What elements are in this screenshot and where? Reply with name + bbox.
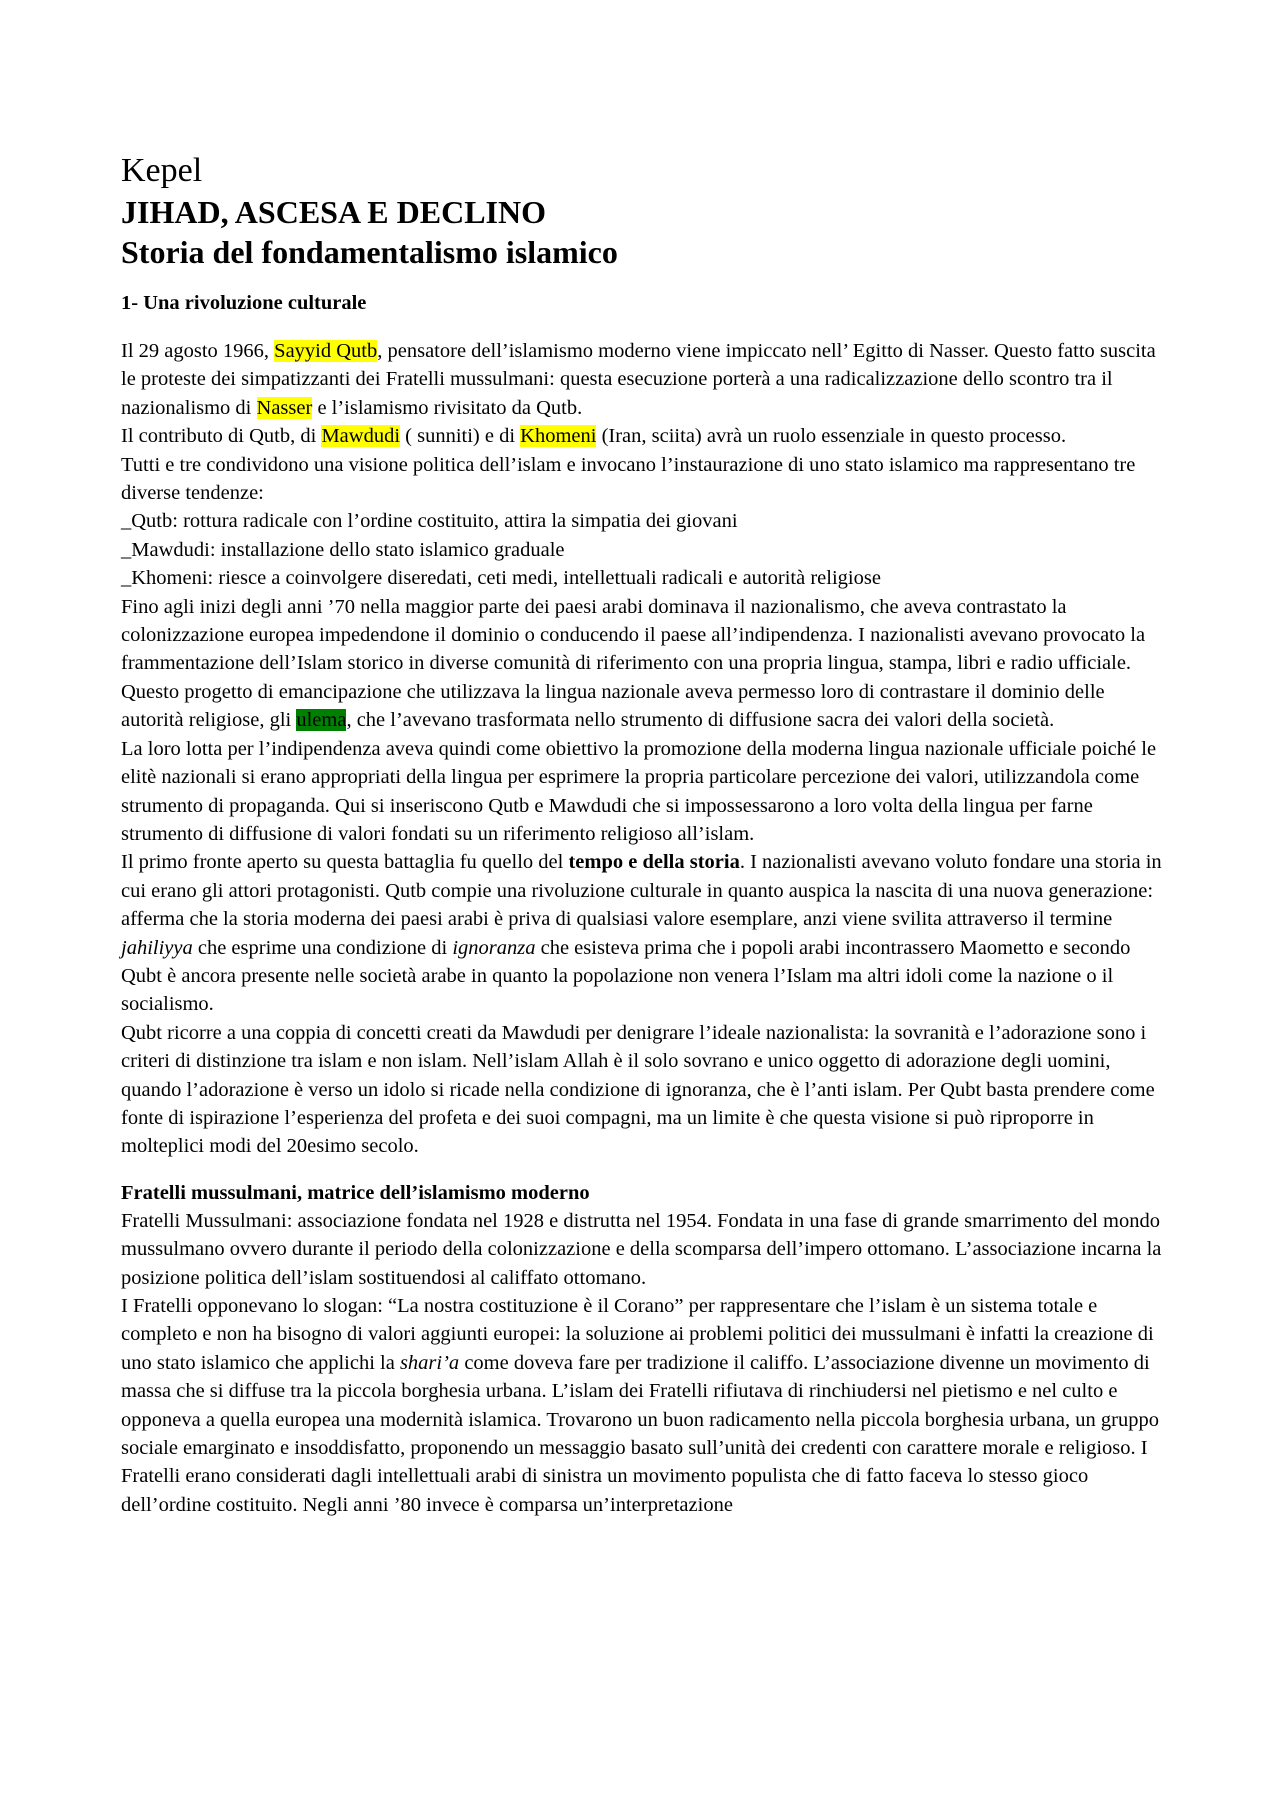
list-item: _Qutb: rottura radicale con l’ordine costituito, attira la simpatia dei giovani: [121, 510, 738, 533]
paragraph: Fino agli inizi degli anni ’70 nella maggior parte dei paesi arabi dominava il nazionalismo, che aveva contrastato la colonizzazione europea impedendone il dominio o conducendo il paese all’indipendenza. I nazionalisti avevano provocato la frammentazione dell’Islam storico in diverse comunità di riferimento con una propria lingua, stampa, libri e radio ufficiale. Questo progetto di emancipazione che utilizzava la lingua nazionale aveva permesso loro di contrastare il dominio delle autorità religiose, gli ulema, che l’avevano trasformata nello strumento di diffusione sacra dei valori della società.: [121, 595, 1146, 732]
paragraph: I Fratelli opponevano lo slogan: “La nostra costituzione è il Corano” per rappresentare che l’islam è un sistema totale e completo e non ha bisogno di valori aggiunti europei: la soluzione ai problemi politici dei mussulmani è infatti la creazione di uno stato islamico che applichi la shari’a come doveva fare per tradizione il califfo. L’associazione divenne un movimento di massa che si diffuse tra la piccola borghesia urbana. L’islam dei Fratelli rifiutava di rinchiudersi nel pietismo e nel culto e opponeva a quella europea una modernità islamica. Trovarono un buon radicamento nella piccola borghesia urbana, un gruppo sociale emarginato e insoddisfatto, proponendo un messaggio basato sull’unità dei credenti con carattere morale e religioso. I Fratelli erano considerati dagli intellettuali arabi di sinistra un movimento populista che di fatto faceva lo stesso gioco dell’ordine costituito. Negli anni ’80 invece è comparsa un’interpretazione: [121, 1295, 1159, 1516]
highlight-nasser: Nasser: [256, 396, 313, 419]
section-heading-1: 1- Una rivoluzione culturale: [121, 292, 367, 314]
list-item: _Khomeni: riesce a coinvolgere diseredati, ceti medi, intellettuali radicali e autorità religiose: [121, 567, 881, 590]
document-page: [121, 150, 1166, 1519]
list-item: _Mawdudi: installazione dello stato islamico graduale: [121, 538, 565, 561]
italic-term: ignoranza: [452, 936, 536, 959]
paragraph: La loro lotta per l’indipendenza aveva quindi come obiettivo la promozione della moderna lingua nazionale ufficiale poiché le elitè nazionali si erano appropriati della lingua per esprimere la propria particolare percezione dei valori, utilizzandola come strumento di propaganda. Qui si inseriscono Qutb e Mawdudi che si impossessarono a loro volta della lingua per farne strumento di diffusione di valori fondati su un riferimento religioso all’islam.: [121, 737, 1157, 845]
bold-phrase: tempo e della storia: [568, 851, 740, 874]
document-subtitle: Storia del fondamentalismo islamico: [121, 234, 618, 270]
document-title: JIHAD, ASCESA E DECLINO: [121, 194, 546, 230]
paragraph: Qubt ricorre a una coppia di concetti creati da Mawdudi per denigrare l’ideale nazionalista: la sovranità e l’adorazione sono i criteri di distinzione tra islam e non islam. Nell’islam Allah è il solo sovrano e unico oggetto di adorazione degli uomini, quando l’adorazione è verso un idolo si ricade nella condizione di ignoranza, che è l’anti islam. Per Qubt basta prendere come fonte di ispirazione l’esperienza del profeta e dei suoi compagni, ma un limite è che questa visione si può riproporre in molteplici modi del 20esimo secolo.: [121, 1021, 1155, 1158]
section-heading-2: Fratelli mussulmani, matrice dell’islamismo moderno: [121, 1181, 590, 1204]
paragraph: Tutti e tre condividono una visione politica dell’islam e invocano l’instaurazione di uno stato islamico ma rappresentano tre diverse tendenze:: [121, 453, 1136, 505]
paragraph: Il contributo di Qutb, di Mawdudi ( sunniti) e di Khomeni (Iran, sciita) avrà un ruolo essenziale in questo processo.: [121, 425, 1067, 448]
author-name: Kepel: [121, 152, 203, 189]
highlight-qutb: Sayyid Qutb: [274, 340, 378, 362]
highlight-khomeni: Khomeni: [520, 425, 597, 448]
paragraph: Fratelli Mussulmani: associazione fondata nel 1928 e distrutta nel 1954. Fondata in una fase di grande smarrimento del mondo mussulmano ovvero durante il periodo della colonizzazione e della scomparsa dell’impero ottomano. L’associazione incarna la posizione politica dell’islam sostituendosi al califfato ottomano.: [121, 1209, 1162, 1289]
italic-term: jahiliyya: [121, 936, 193, 959]
highlight-mawdudi: Mawdudi: [321, 425, 401, 448]
highlight-ulema: ulema: [296, 709, 347, 732]
paragraph: Il 29 agosto 1966, Sayyid Qutb, pensatore dell’islamismo moderno viene impiccato nell’ Egitto di Nasser. Questo fatto suscita le proteste dei simpatizzanti dei Fratelli mussulmani: questa esecuzione porterà a una radicalizzazione dello scontro tra il nazionalismo di Nasser e l’islamismo rivisitato da Qutb.: [121, 340, 1156, 419]
italic-term: shari’a: [399, 1351, 460, 1374]
paragraph: Il primo fronte aperto su questa battaglia fu quello del tempo e della storia. I nazionalisti avevano voluto fondare una storia in cui erano gli attori protagonisti. Qutb compie una rivoluzione culturale in quanto auspica la nascita di una nuova generazione: afferma che la storia moderna dei paesi arabi è priva di qualsiasi valore esemplare, anzi viene svilita attraverso il termine jahiliyya che esprime una condizione di ignoranza che esisteva prima che i popoli arabi incontrassero Maometto e secondo Qubt è ancora presente nelle società arabe in quanto la popolazione non venera l’Islam ma altri idoli come la nazione o il socialismo.: [121, 851, 1162, 1016]
